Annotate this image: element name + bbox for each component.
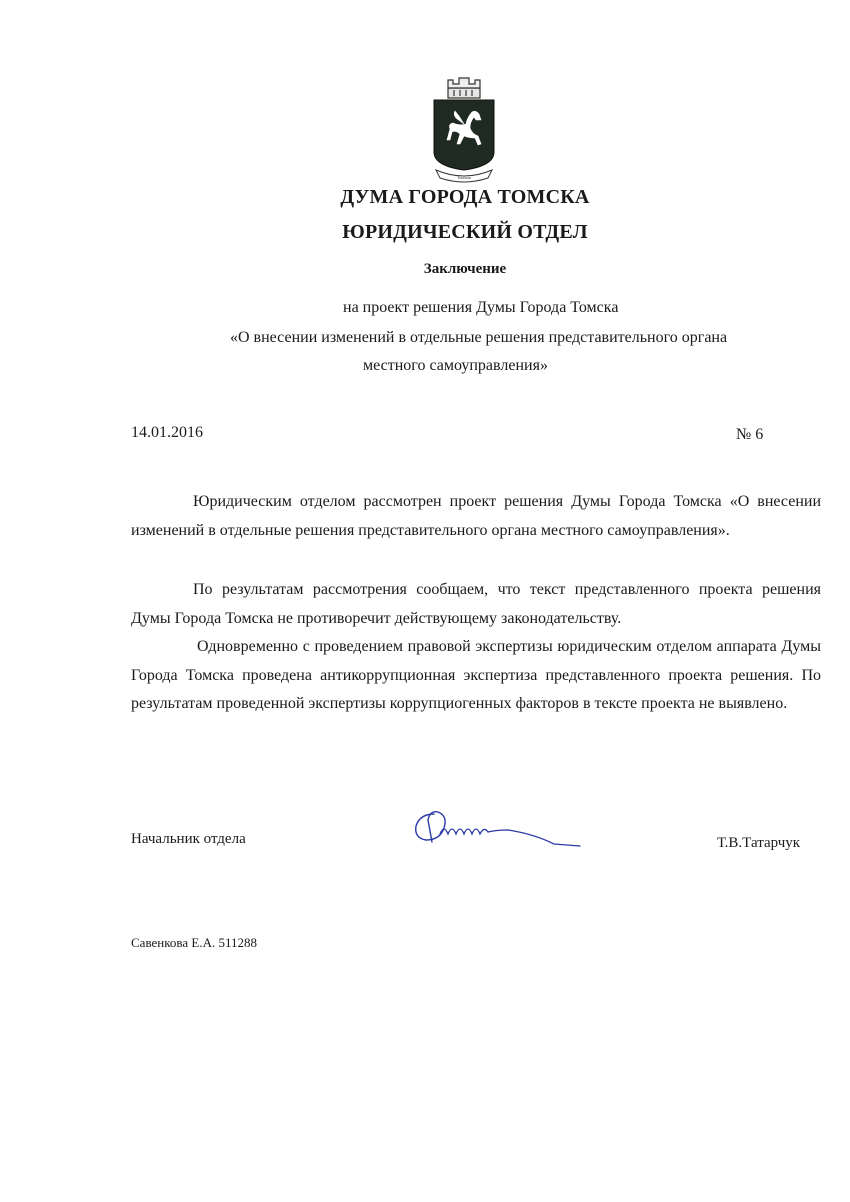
document-date: 14.01.2016 xyxy=(131,424,203,441)
tomsk-coat-of-arms-emblem xyxy=(426,74,502,186)
signer-position: Начальник отдела xyxy=(131,831,246,847)
svg-text:Томская: Томская xyxy=(457,175,471,180)
body-paragraph: Одновременно с проведением правовой экспертизы юридическим отделом аппарата Думы Города Томска проведена антикоррупционная экспертиза представленного проекта решения. По результатам проведенной экспертизы коррупциогенных факторов в тексте проекта не выявлено. xyxy=(131,638,821,712)
subject-line-3: местного самоуправления» xyxy=(363,357,548,374)
body-paragraph: По результатам рассмотрения сообщаем, что текст представленного проекта решения Думы Города Томска не противоречит действующему законодательству. xyxy=(131,581,821,627)
document-number: № 6 xyxy=(736,426,764,443)
executor-info: Савенкова Е.А. 511288 xyxy=(131,935,257,950)
signer-name: Т.В.Татарчук xyxy=(717,835,801,851)
subject-line-1: на проект решения Думы Города Томска xyxy=(343,299,619,316)
department-name: ЮРИДИЧЕСКИЙ ОТДЕЛ xyxy=(342,221,588,243)
body-paragraph: Юридическим отделом рассмотрен проект решения Думы Города Томска «О внесении изменений в отдельные решения представительного органа местного самоуправления». xyxy=(131,493,821,539)
organization-name: ДУМА ГОРОДА ТОМСКА xyxy=(340,186,590,208)
subject-line-2: «О внесении изменений в отдельные решения представительного органа xyxy=(230,329,728,346)
document-type-heading: Заключение xyxy=(423,261,507,277)
handwritten-signature xyxy=(404,800,584,854)
